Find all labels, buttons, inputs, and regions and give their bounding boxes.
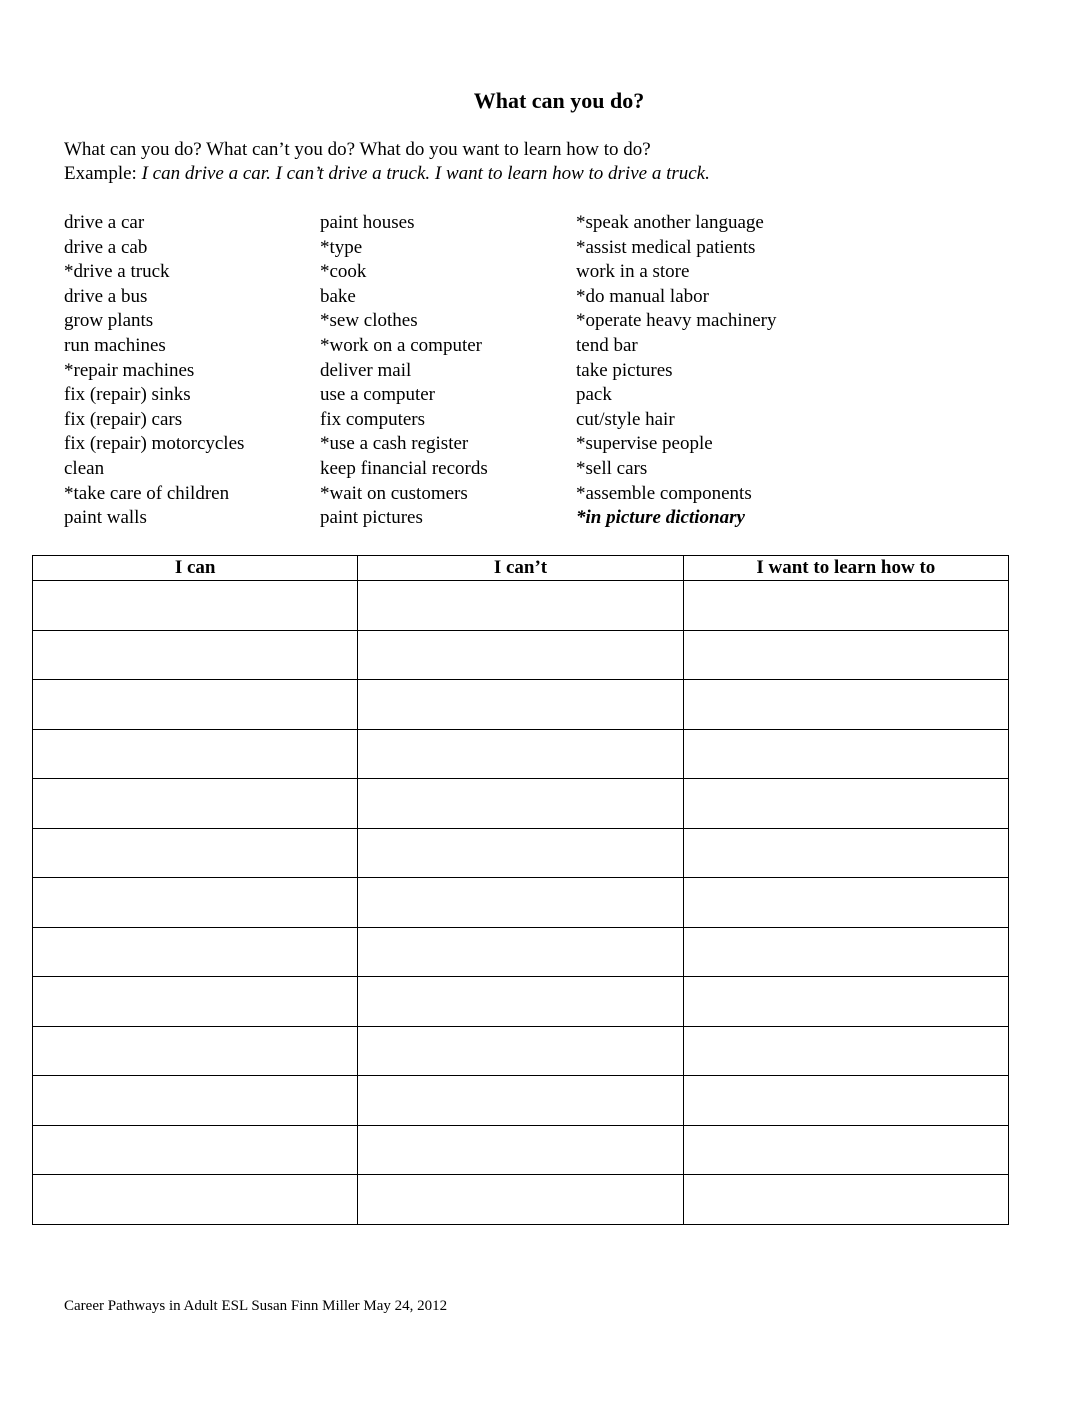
- answer-cell[interactable]: [358, 1175, 683, 1225]
- answer-cell[interactable]: [358, 1026, 683, 1076]
- answer-cell[interactable]: [358, 878, 683, 928]
- answer-cell[interactable]: [683, 927, 1008, 977]
- word-item: *use a cash register: [320, 433, 469, 455]
- table-row: [33, 581, 1009, 631]
- example-label: Example:: [64, 163, 142, 184]
- word-item: fix (repair) sinks: [64, 384, 191, 406]
- answer-cell[interactable]: [683, 581, 1008, 631]
- answer-cell[interactable]: [683, 779, 1008, 829]
- word-item: pack: [576, 384, 612, 406]
- word-item: drive a cab: [64, 236, 148, 258]
- answer-cell[interactable]: [33, 878, 358, 928]
- answer-table: [32, 555, 1009, 1225]
- answer-cell[interactable]: [683, 977, 1008, 1027]
- table-row: [33, 878, 1009, 928]
- word-item: work in a store: [576, 261, 690, 283]
- answer-cell[interactable]: [33, 828, 358, 878]
- word-item: tend bar: [576, 334, 638, 356]
- answer-cell[interactable]: [358, 1076, 683, 1126]
- word-item: *do manual labor: [576, 285, 709, 307]
- table-row: [33, 1076, 1009, 1126]
- answer-cell[interactable]: [33, 630, 358, 680]
- word-item: *repair machines: [64, 359, 195, 381]
- table-header-row: [33, 556, 1009, 581]
- answer-cell[interactable]: [358, 828, 683, 878]
- word-item: clean: [64, 457, 105, 479]
- answer-cell[interactable]: [358, 729, 683, 779]
- answer-cell[interactable]: [683, 680, 1008, 730]
- word-item: run machines: [64, 334, 166, 356]
- answer-cell[interactable]: [33, 1026, 358, 1076]
- word-item: fix (repair) motorcycles: [64, 433, 245, 455]
- header-i-can: I can: [33, 556, 358, 581]
- page-title: What can you do?: [473, 88, 645, 113]
- header-i-want-to-learn: I want to learn how to: [683, 556, 1008, 581]
- word-item: *operate heavy machinery: [576, 310, 777, 332]
- answer-cell[interactable]: [683, 878, 1008, 928]
- instructions: [64, 138, 710, 186]
- word-item: *supervise people: [576, 433, 713, 455]
- word-item: *work on a computer: [320, 334, 482, 356]
- word-item: bake: [320, 285, 356, 307]
- word-item: *assist medical patients: [576, 236, 756, 258]
- instructions-line: What can you do? What can’t you do? What do you want to learn how to do?: [64, 139, 651, 160]
- footer-credit: Career Pathways in Adult ESL Susan Finn Miller May 24, 2012: [64, 1298, 448, 1314]
- header-i-cant: I can’t: [358, 556, 683, 581]
- word-item: take pictures: [576, 359, 673, 381]
- answer-cell[interactable]: [683, 729, 1008, 779]
- table-row: [33, 1175, 1009, 1225]
- word-item: paint pictures: [320, 507, 423, 529]
- answer-cell[interactable]: [33, 977, 358, 1027]
- word-item: *speak another language: [576, 212, 764, 233]
- word-item: fix computers: [320, 408, 426, 430]
- word-item: *type: [320, 236, 363, 258]
- answer-cell[interactable]: [683, 630, 1008, 680]
- answer-cell[interactable]: [358, 630, 683, 680]
- word-item: keep financial records: [320, 457, 488, 479]
- answer-cell[interactable]: [358, 977, 683, 1027]
- answer-cell[interactable]: [358, 779, 683, 829]
- word-item: *sew clothes: [320, 310, 418, 332]
- answer-cell[interactable]: [358, 680, 683, 730]
- word-item: paint houses: [320, 212, 415, 233]
- answer-cell[interactable]: [33, 779, 358, 829]
- table-row: [33, 630, 1009, 680]
- word-item: *cook: [320, 261, 367, 283]
- word-list-column-1: [64, 211, 244, 531]
- word-item: grow plants: [64, 310, 154, 332]
- table-row: [33, 828, 1009, 878]
- answer-cell[interactable]: [33, 1125, 358, 1175]
- word-item: drive a bus: [64, 285, 148, 307]
- word-item: cut/style hair: [576, 408, 675, 430]
- word-item: *assemble components: [576, 482, 752, 504]
- example-line: [64, 162, 710, 186]
- picture-dictionary-note: *in picture dictionary: [576, 507, 745, 529]
- answer-cell[interactable]: [358, 927, 683, 977]
- table-row: [33, 927, 1009, 977]
- answer-cell[interactable]: [33, 680, 358, 730]
- word-item: *drive a truck: [64, 261, 170, 283]
- word-item: *wait on customers: [320, 482, 468, 504]
- answer-cell[interactable]: [683, 1125, 1008, 1175]
- answer-cell[interactable]: [683, 828, 1008, 878]
- table-row: [33, 977, 1009, 1027]
- answer-cell[interactable]: [33, 1175, 358, 1225]
- word-item: fix (repair) cars: [64, 408, 183, 430]
- table-row: [33, 1125, 1009, 1175]
- word-item: *sell cars: [576, 457, 648, 479]
- word-item: drive a car: [64, 212, 145, 233]
- answer-cell[interactable]: [358, 581, 683, 631]
- answer-cell[interactable]: [33, 927, 358, 977]
- answer-cell[interactable]: [33, 1076, 358, 1126]
- table-row: [33, 729, 1009, 779]
- word-item: deliver mail: [320, 359, 412, 381]
- answer-cell[interactable]: [358, 1125, 683, 1175]
- answer-cell[interactable]: [33, 729, 358, 779]
- word-list-column-3: [576, 211, 776, 531]
- answer-cell[interactable]: [33, 581, 358, 631]
- answer-cell[interactable]: [683, 1175, 1008, 1225]
- answer-cell[interactable]: [683, 1026, 1008, 1076]
- word-item: paint walls: [64, 507, 147, 529]
- word-item: *take care of children: [64, 482, 230, 504]
- word-list-column-2: [320, 211, 488, 531]
- answer-table-body: [33, 581, 1009, 1225]
- word-item: use a computer: [320, 384, 436, 406]
- table-row: [33, 779, 1009, 829]
- table-row: [33, 680, 1009, 730]
- example-text: I can drive a car. I can’t drive a truck. I want to learn how to drive a truck.: [141, 163, 710, 184]
- answer-cell[interactable]: [683, 1076, 1008, 1126]
- table-row: [33, 1026, 1009, 1076]
